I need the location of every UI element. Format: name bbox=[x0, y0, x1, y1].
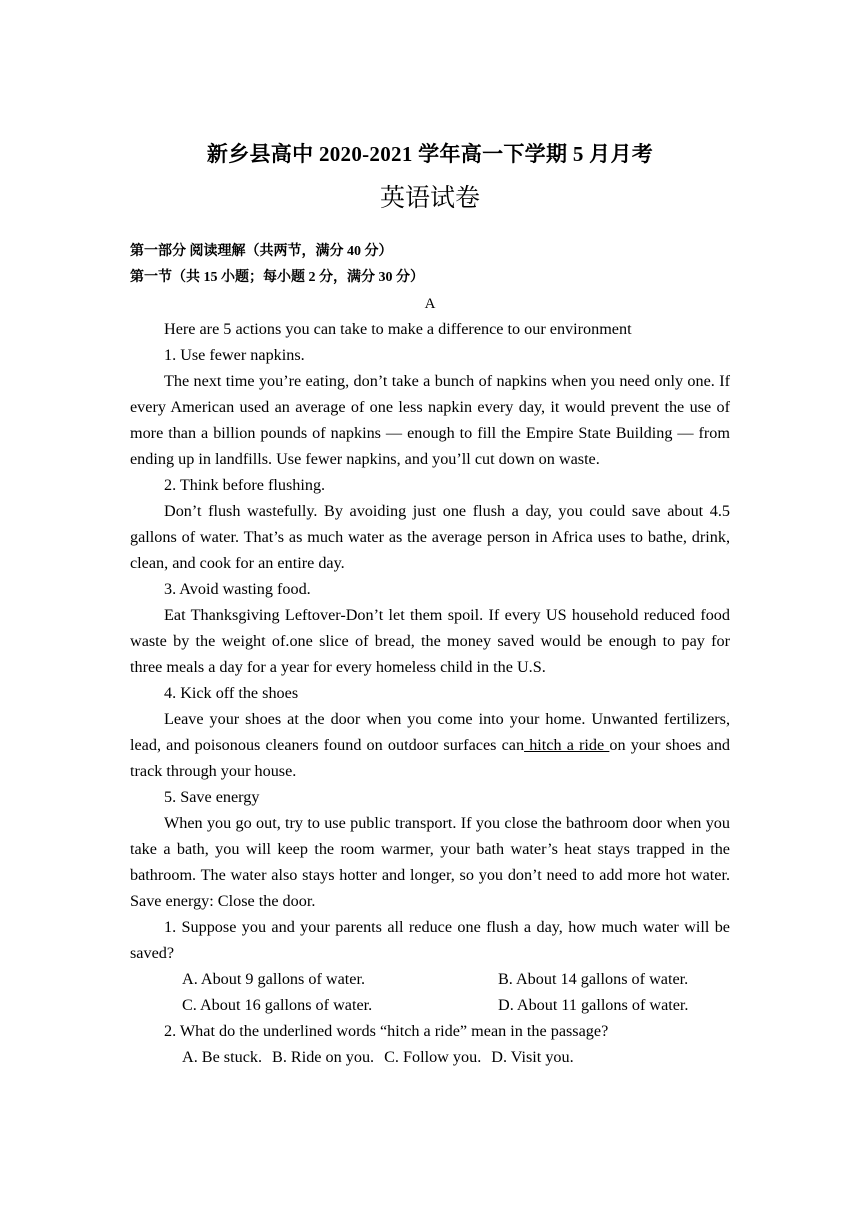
question-2-options-row bbox=[130, 1044, 730, 1070]
section-sub-heading: 第一节（共 15 小题；每小题 2 分，满分 30 分） bbox=[130, 270, 424, 285]
exam-subtitle: 英语试卷 bbox=[379, 185, 480, 212]
option: C. Follow you. bbox=[384, 1048, 482, 1066]
passage-label: A bbox=[424, 296, 436, 312]
option: D. About 11 gallons of water. bbox=[498, 996, 689, 1014]
tip-heading: 2. Think before flushing. bbox=[164, 476, 326, 494]
exam-title: 新乡县高中 2020-2021 学年高一下学期 5 月月考 bbox=[206, 142, 654, 166]
tip-text: Leave your shoes at the door when you come into your home. Unwanted fertilizers, lead, and poisonous cleaners found on outdoor surfaces can bbox=[130, 710, 730, 754]
question-1-options-row bbox=[130, 966, 730, 992]
tip-paragraph: The next time you’re eating, don’t take a bunch of napkins when you need only one. If every American used an average of one less napkin every day, it would prevent the use of more than a billion pounds of napkins — enough to fill the Empire State Building — from ending up in landfills. Use fewer napkins, and you’ll cut down on waste. bbox=[130, 372, 730, 468]
option: C. About 16 gallons of water. bbox=[182, 996, 373, 1014]
option: B. Ride on you. bbox=[272, 1048, 375, 1066]
underlined-phrase: hitch a ride bbox=[524, 736, 610, 754]
tip-paragraph: Don’t flush wastefully. By avoiding just one flush a day, you could save about 4.5 gallons of water. That’s as much water as the average person in Africa uses to bathe, drink, clean, and cook for an entire day. bbox=[130, 502, 730, 572]
section-part-heading: 第一部分 阅读理解（共两节，满分 40 分） bbox=[130, 244, 393, 259]
option: A. Be stuck. bbox=[182, 1048, 263, 1066]
tip-heading: 1. Use fewer napkins. bbox=[164, 346, 305, 364]
option: A. About 9 gallons of water. bbox=[182, 970, 365, 988]
option: D. Visit you. bbox=[491, 1048, 574, 1066]
tip-heading: 5. Save energy bbox=[164, 788, 260, 806]
tip-paragraph: When you go out, try to use public transport. If you close the bathroom door when you take a bath, you will keep the room warmer, your bath water’s heat stays trapped in the bathroom. The water also stays hotter and longer, so you don’t need to add more hot water. Save energy: Close the door. bbox=[130, 814, 730, 910]
question-1: 1. Suppose you and your parents all reduce one flush a day, how much water will be saved? bbox=[130, 918, 730, 962]
question-2: 2. What do the underlined words “hitch a ride” mean in the passage? bbox=[164, 1022, 609, 1040]
tip-text: on your shoes and track through your house. bbox=[130, 736, 731, 780]
passage-body bbox=[130, 316, 730, 1070]
tip-paragraph: Eat Thanksgiving Leftover-Don’t let them spoil. If every US household reduced food waste by the weight of.one slice of bread, the money saved would be enough to pay for three meals a day for a year for every homeless child in the U.S. bbox=[130, 606, 730, 676]
question-1-options-row bbox=[130, 992, 730, 1018]
tip-heading: 3. Avoid wasting food. bbox=[164, 580, 311, 598]
option: B. About 14 gallons of water. bbox=[498, 970, 689, 988]
tip-heading: 4. Kick off the shoes bbox=[164, 684, 299, 702]
passage-intro: Here are 5 actions you can take to make a difference to our environment bbox=[164, 320, 632, 338]
tip-paragraph bbox=[130, 706, 730, 784]
